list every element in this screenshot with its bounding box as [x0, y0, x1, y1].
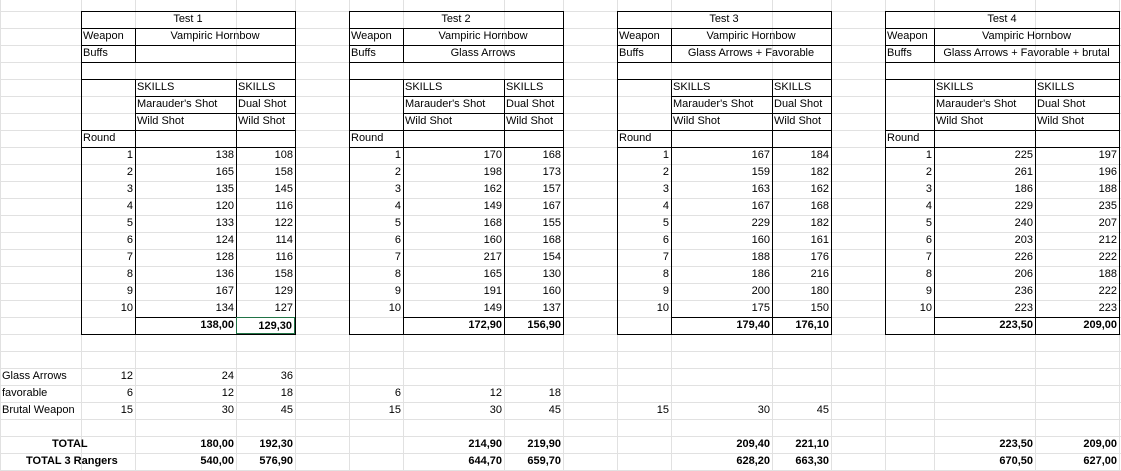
test-4-skill-a2[interactable]: Wild Shot [936, 115, 984, 127]
test-3-rangers-b[interactable]: 663,30 [795, 455, 829, 467]
test-1-total-a[interactable]: 180,00 [200, 438, 234, 450]
test-4-r6-skill-a[interactable]: 203 [1014, 234, 1033, 246]
test-1-r6-skill-a[interactable]: 124 [215, 234, 234, 246]
test-4-r8-skill-a[interactable]: 206 [1014, 268, 1033, 280]
test-3-r8-skill-a[interactable]: 186 [751, 268, 770, 280]
test-3-total-b[interactable]: 221,10 [795, 438, 829, 450]
test-4-r1-skill-b[interactable]: 197 [1098, 149, 1117, 161]
test-2-r4-skill-b[interactable]: 167 [542, 200, 561, 212]
test-1-round-8[interactable]: 8 [126, 268, 133, 280]
test-4-average-b[interactable]: 209,00 [1083, 319, 1117, 331]
test-1-round-4[interactable]: 4 [126, 200, 133, 212]
test-4-total-a[interactable]: 223,50 [999, 438, 1033, 450]
test-1-r2-skill-b[interactable]: 158 [274, 166, 293, 178]
test-2-r8-skill-a[interactable]: 165 [483, 268, 502, 280]
test-1-r3-skill-b[interactable]: 145 [274, 183, 293, 195]
test-3-weapon-value[interactable]: Vampiric Hornbow [706, 30, 796, 42]
test-2-r1-skill-a[interactable]: 170 [483, 149, 502, 161]
test-2-r10-skill-a[interactable]: 149 [483, 302, 502, 314]
test-3-r3-skill-a[interactable]: 163 [751, 183, 770, 195]
test-3-skill-b1[interactable]: Dual Shot [774, 98, 823, 110]
test-2-skill-b1[interactable]: Dual Shot [506, 98, 555, 110]
test-1-round-7[interactable]: 7 [126, 251, 133, 263]
test-2-round-7[interactable]: 7 [394, 251, 401, 263]
test-1-round-1[interactable]: 1 [126, 149, 133, 161]
test-4-r4-skill-b[interactable]: 235 [1098, 200, 1117, 212]
test-1-round-6[interactable]: 6 [126, 234, 133, 246]
test-3-skill-b2[interactable]: Wild Shot [774, 115, 822, 127]
test-3-round-6[interactable]: 6 [662, 234, 669, 246]
test-3-r7-skill-b[interactable]: 176 [810, 251, 829, 263]
test-1-r4-skill-a[interactable]: 120 [215, 200, 234, 212]
test-3-r4-skill-b[interactable]: 168 [810, 200, 829, 212]
test-3-round-5[interactable]: 5 [662, 217, 669, 229]
test-1-r7-skill-b[interactable]: 116 [275, 251, 293, 263]
test-4-round-7[interactable]: 7 [925, 251, 932, 263]
test-1-r10-skill-b[interactable]: 127 [274, 302, 293, 314]
test-2-average-b[interactable]: 156,90 [527, 319, 561, 331]
test-4-skill-a1[interactable]: Marauder's Shot [936, 98, 1017, 110]
test-2-bonus-favorable-a[interactable]: 12 [489, 387, 502, 399]
test-2-total-b[interactable]: 219,90 [527, 438, 561, 450]
test-4-r2-skill-a[interactable]: 261 [1014, 166, 1033, 178]
test-3-skill-a1[interactable]: Marauder's Shot [673, 98, 754, 110]
test-1-round-label[interactable]: Round [83, 132, 116, 144]
test-3-r7-skill-a[interactable]: 188 [751, 251, 770, 263]
test-3-r9-skill-a[interactable]: 200 [751, 285, 770, 297]
test-3-r5-skill-a[interactable]: 229 [751, 217, 770, 229]
test-3-r6-skill-b[interactable]: 161 [810, 234, 829, 246]
test-1-weapon-label[interactable]: Weapon [83, 30, 124, 42]
test-4-total-b[interactable]: 209,00 [1083, 438, 1117, 450]
test-2-skill-a1[interactable]: Marauder's Shot [405, 98, 486, 110]
test-1-r7-skill-a[interactable]: 128 [215, 251, 234, 263]
test-1-r3-skill-a[interactable]: 135 [215, 183, 234, 195]
test-1-skills-header-a[interactable]: SKILLS [137, 81, 175, 93]
test-2-rangers-a[interactable]: 644,70 [468, 455, 502, 467]
test-2-r6-skill-a[interactable]: 160 [483, 234, 502, 246]
test-2-round-10[interactable]: 10 [388, 302, 401, 314]
test-3-r1-skill-b[interactable]: 184 [810, 149, 829, 161]
test-2-r7-skill-a[interactable]: 217 [483, 251, 502, 263]
test-1-r10-skill-a[interactable]: 134 [215, 302, 234, 314]
test-1-r2-skill-a[interactable]: 165 [215, 166, 234, 178]
test-4-r3-skill-a[interactable]: 186 [1014, 183, 1033, 195]
test-3-weapon-label[interactable]: Weapon [619, 30, 660, 42]
test-1-r4-skill-b[interactable]: 116 [275, 200, 293, 212]
test-3-r3-skill-b[interactable]: 162 [810, 183, 829, 195]
test-3-r10-skill-b[interactable]: 150 [810, 302, 829, 314]
test-3-r5-skill-b[interactable]: 182 [810, 217, 829, 229]
bonus-label-favorable[interactable]: favorable [2, 387, 48, 399]
test-1-bonus-brutal-a[interactable]: 30 [221, 404, 234, 416]
test-4-round-10[interactable]: 10 [919, 302, 932, 314]
test-1-r5-skill-b[interactable]: 122 [274, 217, 293, 229]
test-2-r3-skill-a[interactable]: 162 [483, 183, 502, 195]
test-2-skill-b2[interactable]: Wild Shot [506, 115, 554, 127]
test-2-r10-skill-b[interactable]: 137 [542, 302, 561, 314]
test-4-skill-b2[interactable]: Wild Shot [1037, 115, 1085, 127]
test-1-skill-a2[interactable]: Wild Shot [137, 115, 185, 127]
test-2-r5-skill-b[interactable]: 155 [542, 217, 561, 229]
test-1-bonus-favorable-b[interactable]: 18 [280, 387, 293, 399]
test-3-r4-skill-a[interactable]: 167 [751, 200, 770, 212]
test-2-r8-skill-b[interactable]: 130 [542, 268, 561, 280]
test-2-bonus-brutal-b[interactable]: 45 [548, 404, 561, 416]
test-4-average-a[interactable]: 223,50 [999, 319, 1033, 331]
test-2-bonus-brutal-base[interactable]: 15 [388, 404, 401, 416]
test-4-buffs-value[interactable]: Glass Arrows + Favorable + brutal [943, 47, 1110, 59]
test-2-round-9[interactable]: 9 [394, 285, 401, 297]
test-2-r1-skill-b[interactable]: 168 [542, 149, 561, 161]
bonus-label-brutal-weapon[interactable]: Brutal Weapon [2, 404, 75, 416]
test-2-r2-skill-a[interactable]: 198 [483, 166, 502, 178]
test-2-weapon-value[interactable]: Vampiric Hornbow [438, 30, 528, 42]
test-3-average-a[interactable]: 179,40 [736, 319, 770, 331]
test-3-bonus-brutal-a[interactable]: 30 [757, 404, 770, 416]
test-1-r8-skill-b[interactable]: 158 [274, 268, 293, 280]
test-3-round-7[interactable]: 7 [662, 251, 669, 263]
test-2-round-2[interactable]: 2 [394, 166, 401, 178]
test-3-round-4[interactable]: 4 [662, 200, 669, 212]
test-1-bonus-glass-b[interactable]: 36 [280, 370, 293, 382]
test-4-weapon-label[interactable]: Weapon [887, 30, 928, 42]
test-4-rangers-b[interactable]: 627,00 [1083, 455, 1117, 467]
test-3-title[interactable]: Test 3 [709, 13, 739, 25]
test-2-round-6[interactable]: 6 [394, 234, 401, 246]
test-3-r1-skill-a[interactable]: 167 [751, 149, 770, 161]
test-2-weapon-label[interactable]: Weapon [351, 30, 392, 42]
test-2-round-3[interactable]: 3 [394, 183, 401, 195]
test-1-rangers-a[interactable]: 540,00 [200, 455, 234, 467]
test-3-rangers-a[interactable]: 628,20 [736, 455, 770, 467]
test-2-r3-skill-b[interactable]: 157 [542, 183, 561, 195]
test-4-r1-skill-a[interactable]: 225 [1014, 149, 1033, 161]
test-2-r9-skill-b[interactable]: 160 [542, 285, 561, 297]
test-4-r7-skill-a[interactable]: 226 [1014, 251, 1033, 263]
test-4-rangers-a[interactable]: 670,50 [999, 455, 1033, 467]
test-1-skills-header-b[interactable]: SKILLS [238, 81, 276, 93]
test-2-buffs-label[interactable]: Buffs [351, 47, 376, 59]
test-4-round-8[interactable]: 8 [925, 268, 932, 280]
test-1-skill-b2[interactable]: Wild Shot [238, 115, 286, 127]
test-4-round-9[interactable]: 9 [925, 285, 932, 297]
test-2-round-4[interactable]: 4 [394, 200, 401, 212]
test-3-round-label[interactable]: Round [619, 132, 652, 144]
test-3-r8-skill-b[interactable]: 216 [810, 268, 829, 280]
test-2-bonus-brutal-a[interactable]: 30 [489, 404, 502, 416]
test-1-r8-skill-a[interactable]: 136 [215, 268, 234, 280]
test-3-round-9[interactable]: 9 [662, 285, 669, 297]
test-2-r6-skill-b[interactable]: 168 [542, 234, 561, 246]
test-3-r9-skill-b[interactable]: 180 [810, 285, 829, 297]
test-4-r6-skill-b[interactable]: 212 [1098, 234, 1117, 246]
test-3-r2-skill-b[interactable]: 182 [810, 166, 829, 178]
test-4-round-1[interactable]: 1 [925, 149, 932, 161]
test-3-r2-skill-a[interactable]: 159 [751, 166, 770, 178]
test-4-r2-skill-b[interactable]: 196 [1098, 166, 1117, 178]
test-4-r5-skill-a[interactable]: 240 [1014, 217, 1033, 229]
test-4-round-6[interactable]: 6 [925, 234, 932, 246]
test-4-weapon-value[interactable]: Vampiric Hornbow [981, 30, 1072, 42]
test-2-r5-skill-a[interactable]: 168 [483, 217, 502, 229]
test-1-r1-skill-a[interactable]: 138 [215, 149, 234, 161]
test-4-round-3[interactable]: 3 [925, 183, 932, 195]
test-1-weapon-value[interactable]: Vampiric Hornbow [170, 30, 260, 42]
bonus-base-favorable[interactable]: 6 [126, 387, 133, 399]
test-3-round-10[interactable]: 10 [656, 302, 669, 314]
test-4-round-2[interactable]: 2 [925, 166, 932, 178]
test-2-total-a[interactable]: 214,90 [468, 438, 502, 450]
test-1-bonus-favorable-a[interactable]: 12 [221, 387, 234, 399]
test-2-r4-skill-a[interactable]: 149 [483, 200, 502, 212]
test-3-r6-skill-a[interactable]: 160 [751, 234, 770, 246]
test-1-round-3[interactable]: 3 [126, 183, 133, 195]
test-4-r5-skill-b[interactable]: 207 [1098, 217, 1117, 229]
test-1-round-10[interactable]: 10 [120, 302, 133, 314]
test-4-skill-b1[interactable]: Dual Shot [1037, 98, 1086, 110]
test-2-skills-header-b[interactable]: SKILLS [506, 81, 544, 93]
test-2-bonus-favorable-b[interactable]: 18 [548, 387, 561, 399]
test-2-r7-skill-b[interactable]: 154 [542, 251, 561, 263]
test-4-r8-skill-b[interactable]: 188 [1098, 268, 1117, 280]
test-4-r9-skill-b[interactable]: 222 [1098, 285, 1117, 297]
total-label[interactable]: TOTAL [52, 438, 88, 450]
test-2-r9-skill-a[interactable]: 191 [483, 285, 502, 297]
test-2-bonus-favorable-base[interactable]: 6 [394, 387, 401, 399]
test-3-average-b[interactable]: 176,10 [795, 319, 829, 331]
test-2-skill-a2[interactable]: Wild Shot [405, 115, 453, 127]
test-2-round-5[interactable]: 5 [394, 217, 401, 229]
test-1-r9-skill-a[interactable]: 167 [215, 285, 234, 297]
test-2-rangers-b[interactable]: 659,70 [527, 455, 561, 467]
test-1-rangers-b[interactable]: 576,90 [259, 455, 293, 467]
test-4-r3-skill-b[interactable]: 188 [1098, 183, 1117, 195]
test-2-round-1[interactable]: 1 [394, 149, 401, 161]
test-4-r10-skill-a[interactable]: 223 [1014, 302, 1033, 314]
test-1-r5-skill-a[interactable]: 133 [215, 217, 234, 229]
bonus-base-brutal-weapon[interactable]: 15 [120, 404, 133, 416]
test-3-round-1[interactable]: 1 [662, 149, 669, 161]
test-1-bonus-brutal-b[interactable]: 45 [280, 404, 293, 416]
test-3-round-2[interactable]: 2 [662, 166, 669, 178]
test-2-title[interactable]: Test 2 [441, 13, 471, 25]
test-1-round-9[interactable]: 9 [126, 285, 133, 297]
test-3-buffs-label[interactable]: Buffs [619, 47, 644, 59]
test-1-buffs-value[interactable] [135, 45, 295, 62]
test-1-round-2[interactable]: 2 [126, 166, 133, 178]
test-4-r7-skill-b[interactable]: 222 [1098, 251, 1117, 263]
test-1-bonus-glass-a[interactable]: 24 [221, 370, 234, 382]
test-1-total-b[interactable]: 192,30 [259, 438, 293, 450]
test-1-r1-skill-b[interactable]: 108 [274, 149, 293, 161]
test-3-round-3[interactable]: 3 [662, 183, 669, 195]
test-3-buffs-value[interactable]: Glass Arrows + Favorable [687, 47, 815, 59]
bonus-label-glass-arrows[interactable]: Glass Arrows [2, 370, 67, 382]
test-4-r9-skill-a[interactable]: 236 [1014, 285, 1033, 297]
test-1-average-b-selected-cell[interactable]: 129,30 [236, 317, 295, 334]
test-4-round-5[interactable]: 5 [925, 217, 932, 229]
bonus-base-glass-arrows[interactable]: 12 [120, 370, 133, 382]
test-1-buffs-label[interactable]: Buffs [83, 47, 108, 59]
test-1-r9-skill-b[interactable]: 129 [274, 285, 293, 297]
test-4-r4-skill-a[interactable]: 229 [1014, 200, 1033, 212]
test-2-skills-header-a[interactable]: SKILLS [405, 81, 443, 93]
test-1-skill-b1[interactable]: Dual Shot [238, 98, 287, 110]
test-2-r2-skill-b[interactable]: 173 [542, 166, 561, 178]
test-4-r10-skill-b[interactable]: 223 [1098, 302, 1117, 314]
test-2-round-label[interactable]: Round [351, 132, 384, 144]
test-2-buffs-value[interactable]: Glass Arrows [450, 47, 516, 59]
test-4-buffs-label[interactable]: Buffs [887, 47, 912, 59]
test-4-round-4[interactable]: 4 [925, 200, 932, 212]
test-3-bonus-brutal-b[interactable]: 45 [816, 404, 829, 416]
test-1-average-a[interactable]: 138,00 [200, 319, 234, 331]
test-3-round-8[interactable]: 8 [662, 268, 669, 280]
test-2-round-8[interactable]: 8 [394, 268, 401, 280]
test-1-round-5[interactable]: 5 [126, 217, 133, 229]
test-3-bonus-brutal-base[interactable]: 15 [656, 404, 669, 416]
test-2-average-a[interactable]: 172,90 [468, 319, 502, 331]
test-4-skills-header-a[interactable]: SKILLS [936, 81, 974, 93]
test-3-total-a[interactable]: 209,40 [736, 438, 770, 450]
total-3-rangers-label[interactable]: TOTAL 3 Rangers [26, 455, 118, 467]
test-1-r6-skill-b[interactable]: 114 [275, 234, 293, 246]
test-1-title[interactable]: Test 1 [173, 13, 203, 25]
test-4-skills-header-b[interactable]: SKILLS [1037, 81, 1075, 93]
test-3-r10-skill-a[interactable]: 175 [751, 302, 770, 314]
test-3-skills-header-b[interactable]: SKILLS [774, 81, 812, 93]
test-3-skills-header-a[interactable]: SKILLS [673, 81, 711, 93]
test-4-title[interactable]: Test 4 [987, 13, 1017, 25]
test-4-round-label[interactable]: Round [887, 132, 920, 144]
test-3-skill-a2[interactable]: Wild Shot [673, 115, 721, 127]
test-1-skill-a1[interactable]: Marauder's Shot [137, 98, 218, 110]
